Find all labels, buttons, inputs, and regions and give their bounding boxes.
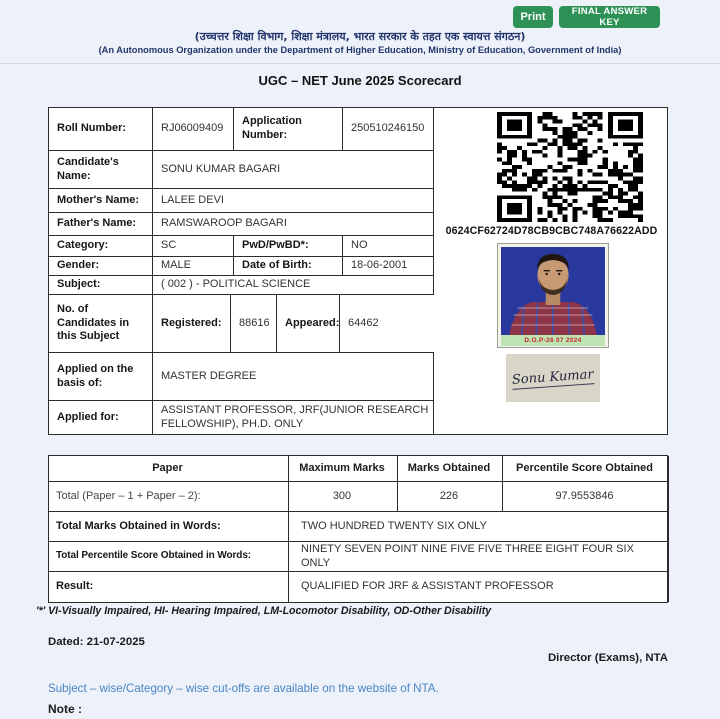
applied-for-value: ASSISTANT PROFESSOR, JRF(JUNIOR RESEARCH FELLOWSHIP), PH.D. ONLY [153, 401, 434, 434]
header-divider [0, 63, 720, 64]
roll-number-value: RJ06009409 [153, 108, 234, 151]
percentile-words-value: NINETY SEVEN POINT NINE FIVE FIVE THREE EIGHT FOUR SIX ONLY [289, 542, 669, 572]
appeared-value: 64462 [348, 316, 379, 329]
candidate-name-value: SONU KUMAR BAGARI [153, 151, 434, 189]
gender-label: Gender: [49, 257, 153, 276]
appeared-label: Appeared: [277, 295, 340, 352]
percentile-words-label: Total Percentile Score Obtained in Words: [49, 542, 289, 572]
applied-basis-value: MASTER DEGREE [153, 353, 434, 401]
score-header-paper: Paper [49, 456, 289, 482]
total-marks-obtained: 226 [398, 482, 503, 512]
mother-name-label: Mother's Name: [49, 189, 153, 213]
score-table [48, 455, 668, 603]
total-max-marks: 300 [289, 482, 398, 512]
qr-hash-text: 0624CF62724D78CB9CBC748A76622ADD [445, 225, 658, 237]
candidate-details-table [48, 107, 668, 435]
verification-panel [434, 108, 667, 434]
final-answer-key-button[interactable]: FINAL ANSWER KEY [559, 6, 660, 28]
candidate-name-label: Candidate's Name: [49, 151, 153, 189]
candidates-count-label: No. of Candidates in this Subject [49, 295, 153, 353]
applied-for-label: Applied for: [49, 401, 153, 434]
father-name-label: Father's Name: [49, 213, 153, 236]
dob-value: 18-06-2001 [343, 257, 434, 276]
registered-label: Registered: [153, 295, 231, 352]
pwd-value: NO [343, 236, 434, 257]
signature-text: Sonu Kumar [511, 366, 595, 388]
candidate-photo [497, 243, 609, 348]
disability-footnote: '*' VI-Visually Impaired, HI- Hearing Impaired, LM-Locomotor Disability, OD-Other Disability [36, 605, 492, 617]
result-label: Result: [49, 572, 289, 602]
page-title: UGC – NET June 2025 Scorecard [258, 73, 462, 88]
registered-value: 88616 [231, 295, 277, 352]
cutoff-link[interactable]: Subject – wise/Category – wise cut-offs are available on the website of NTA. [48, 682, 439, 695]
candidates-count-cells [153, 295, 434, 353]
application-number-label: Application Number: [234, 108, 343, 151]
roll-number-label: Roll Number: [49, 108, 153, 151]
photo-date-caption: D.O.P-26 07 2024 [501, 335, 605, 346]
candidate-photo-image [501, 247, 605, 335]
subject-value: ( 002 ) - POLITICAL SCIENCE [153, 276, 434, 295]
application-number-value: 250510246150 [343, 108, 434, 151]
candidate-signature [506, 354, 600, 402]
marks-words-value: TWO HUNDRED TWENTY SIX ONLY [289, 512, 669, 542]
mother-name-value: LALEE DEVI [153, 189, 434, 213]
score-header-max-marks: Maximum Marks [289, 456, 398, 482]
organization-line-english: (An Autonomous Organization under the Department of Higher Education, Ministry of Education, Government of India) [98, 45, 622, 55]
category-label: Category: [49, 236, 153, 257]
father-name-value: RAMSWAROOP BAGARI [153, 213, 434, 236]
category-value: SC [153, 236, 234, 257]
gender-value: MALE [153, 257, 234, 276]
subject-label: Subject: [49, 276, 153, 295]
signatory-text: Director (Exams), NTA [547, 652, 668, 664]
applied-basis-label: Applied on the basis of: [49, 353, 153, 401]
score-header-percentile: Percentile Score Obtained [503, 456, 669, 482]
result-value: QUALIFIED FOR JRF & ASSISTANT PROFESSOR [289, 572, 669, 602]
marks-words-label: Total Marks Obtained in Words: [49, 512, 289, 542]
print-button[interactable]: Print [513, 6, 553, 28]
total-percentile: 97.9553846 [503, 482, 669, 512]
candidate-details-grid [49, 108, 434, 434]
dated-text: Dated: 21-07-2025 [48, 636, 145, 648]
note-label: Note : [48, 702, 82, 716]
pwd-label: PwD/PwBD*: [234, 236, 343, 257]
qr-code [497, 112, 643, 222]
total-row-label: Total (Paper – 1 + Paper – 2): [49, 482, 289, 512]
organization-line-hindi: (उच्चत्तर शिक्षा विभाग, शिक्षा मंत्रालय, भारत सरकार के तहत एक स्वायत्त संगठन) [194, 30, 526, 43]
score-header-marks-obtained: Marks Obtained [398, 456, 503, 482]
dob-label: Date of Birth: [234, 257, 343, 276]
